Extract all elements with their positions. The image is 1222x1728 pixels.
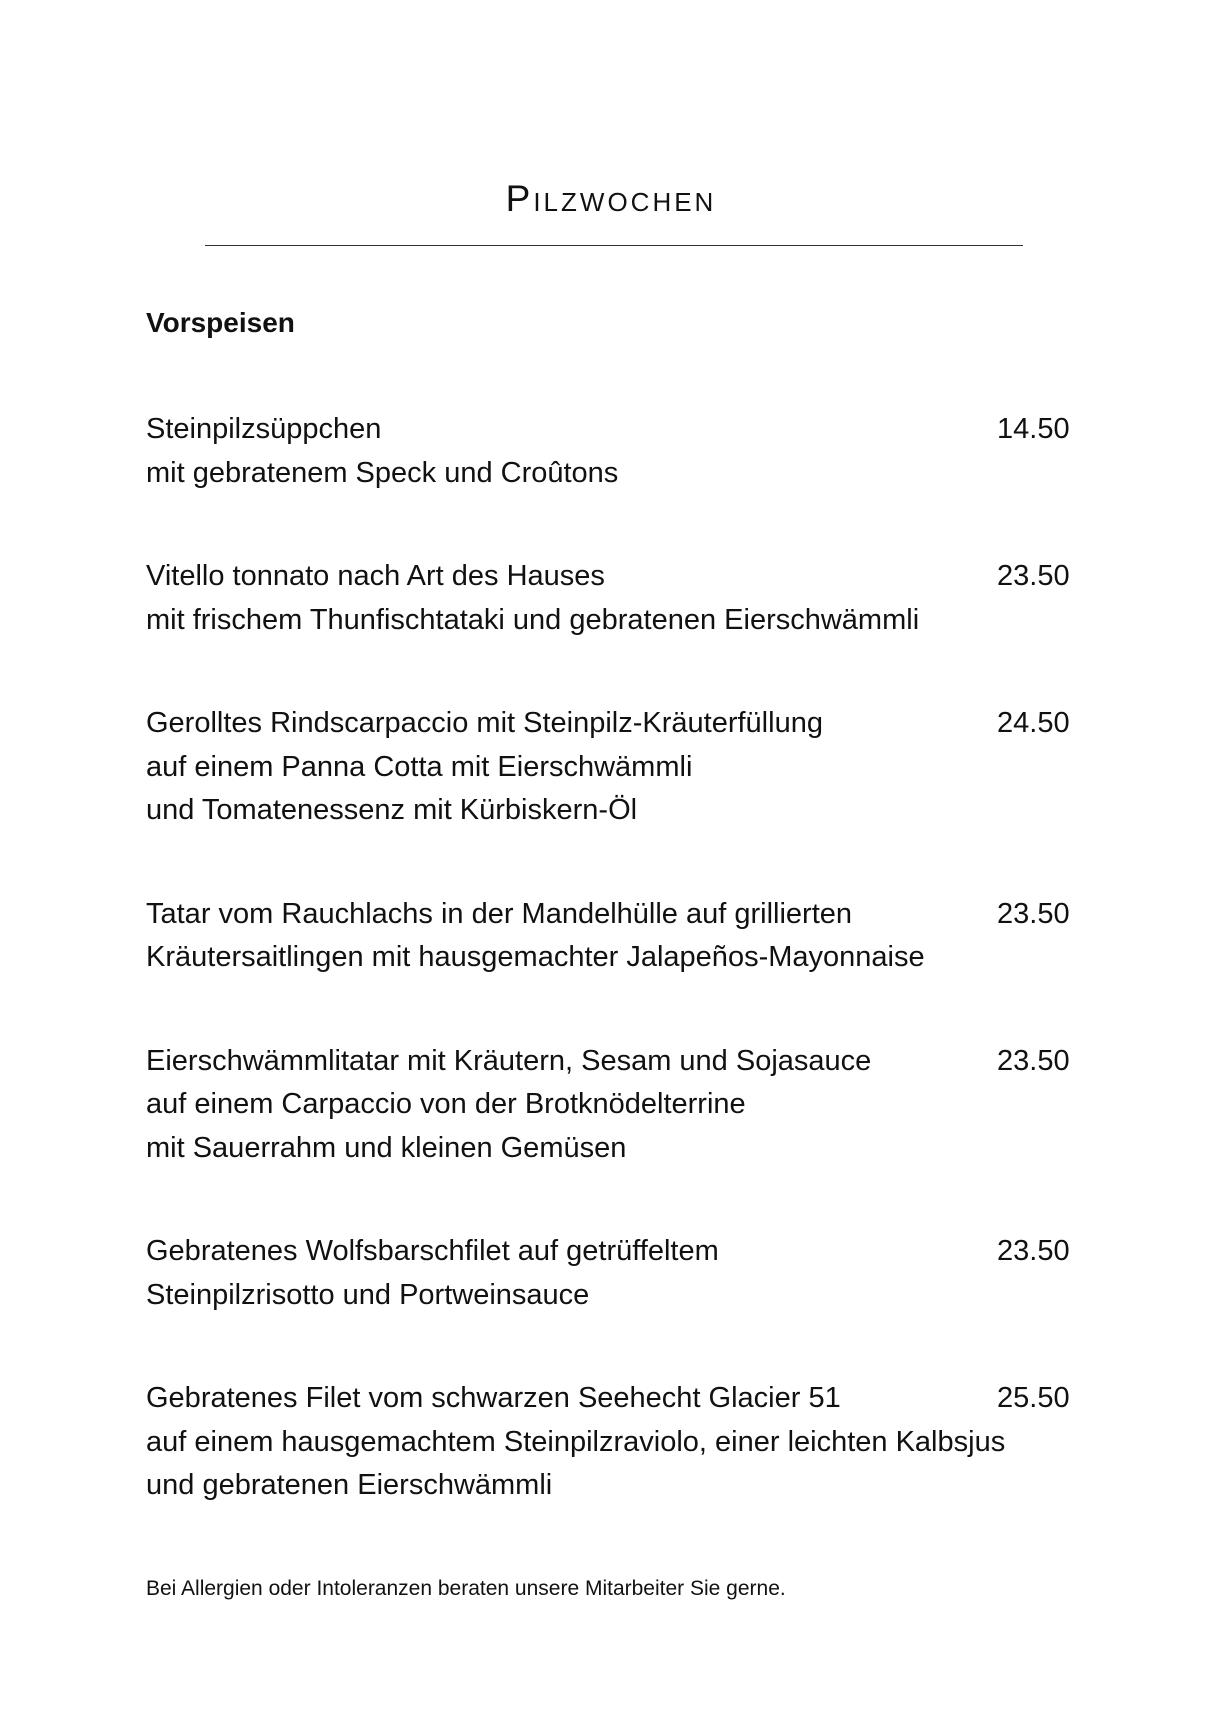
title-divider (205, 245, 1023, 246)
menu-item-price: 25.50 (997, 1382, 1070, 1414)
menu-item-description: mit gebratenem Speck und Croûtons (146, 456, 619, 489)
menu-item-name: Vitello tonnato nach Art des Hauses (146, 560, 605, 592)
section-heading: Vorspeisen (146, 307, 295, 338)
menu-item-description: Kräutersaitlingen mit hausgemachter Jalapeños-Mayonnaise (146, 941, 925, 973)
page-title: Pilzwochen (505, 178, 717, 219)
menu-item-name: Gebratenes Filet vom schwarzen Seehecht Glacier 51 (146, 1382, 841, 1414)
menu-item (146, 893, 1076, 980)
menu-item-description: mit frischem Thunfischtataki und gebratenen Eierschwämmli (146, 603, 920, 636)
menu-item-name: Gebratenes Wolfsbarschfilet auf getrüffeltem (146, 1235, 719, 1267)
menu-item-price: 24.50 (997, 707, 1070, 739)
menu-item-name: Steinpilzsüppchen (146, 413, 382, 445)
menu-item-description: mit Sauerrahm und kleinen Gemüsen (146, 1131, 627, 1164)
menu-item-name: Tatar vom Rauchlachs in der Mandelhülle auf grillierten (146, 897, 853, 930)
menu-item-price: 14.50 (997, 413, 1070, 445)
menu-item-name: Eierschwämmlitatar mit Kräutern, Sesam und Sojasauce (146, 1044, 872, 1077)
menu-item (146, 408, 1076, 495)
menu-item (146, 1377, 1076, 1508)
menu-item-price: 23.50 (997, 560, 1070, 592)
menu-item (146, 1230, 1076, 1317)
menu-item-price: 23.50 (997, 1235, 1070, 1267)
allergy-footnote: Bei Allergien oder Intoleranzen beraten unsere Mitarbeiter Sie gerne. (146, 1577, 786, 1600)
menu-item-description: auf einem Panna Cotta mit Eierschwämmli (146, 750, 693, 783)
menu-item-description: Steinpilzrisotto und Portweinsauce (146, 1278, 590, 1311)
menu-item (146, 1040, 1076, 1171)
menu-item (146, 555, 1076, 642)
menu-item-price: 23.50 (997, 1044, 1070, 1077)
menu-item (146, 702, 1076, 833)
menu-item-price: 23.50 (997, 897, 1070, 930)
menu-item-description: auf einem hausgemachtem Steinpilzraviolo, einer leichten Kalbsjus (146, 1425, 1006, 1458)
menu-item-name: Gerolltes Rindscarpaccio mit Steinpilz-Kräuterfüllung (146, 707, 823, 739)
menu-item-description: auf einem Carpaccio von der Brotknödelterrine (146, 1088, 746, 1120)
menu-item-description: und Tomatenessenz mit Kürbiskern-Öl (146, 794, 638, 826)
menu-list (146, 408, 1076, 1568)
menu-item-description: und gebratenen Eierschwämmli (146, 1469, 553, 1501)
